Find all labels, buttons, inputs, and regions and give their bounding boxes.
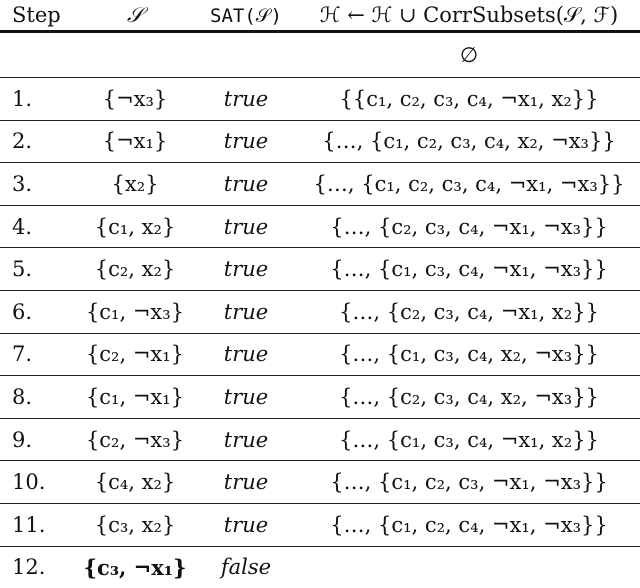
step-cell: 6.: [0, 290, 76, 333]
header-step: Step: [0, 0, 76, 32]
step-cell: 4.: [0, 205, 76, 248]
initial-h-cell: ∅: [298, 32, 640, 78]
set-cell: {c₁, ¬x₁}: [76, 376, 194, 419]
table-row: [0, 78, 640, 121]
table-row: [0, 461, 640, 504]
table-row: [0, 205, 640, 248]
step-cell: 7.: [0, 333, 76, 376]
sat-cell: true: [194, 163, 298, 206]
header-s: 𝒮: [76, 0, 194, 32]
table-row: [0, 248, 640, 291]
step-cell: 2.: [0, 120, 76, 163]
header-h-text: ℋ ← ℋ ∪ CorrSubsets(𝒮, ℱ): [320, 3, 618, 27]
header-sat: [194, 0, 298, 32]
sat-cell: false: [194, 546, 298, 588]
table-body: [0, 32, 640, 588]
sat-cell: true: [194, 461, 298, 504]
sat-cell: true: [194, 333, 298, 376]
step-cell: 8.: [0, 376, 76, 419]
table-row: [0, 290, 640, 333]
set-cell: {c₂, ¬x₃}: [76, 418, 194, 461]
table-row: [0, 503, 640, 546]
hitting-set-cell: {…, {c₂, c₃, c₄, ¬x₁, ¬x₃}}: [298, 205, 640, 248]
table-row: [0, 418, 640, 461]
set-cell: {x₂}: [76, 163, 194, 206]
set-cell: {c₃, ¬x₁}: [76, 546, 194, 588]
hitting-set-cell: {{c₁, c₂, c₃, c₄, ¬x₁, x₂}}: [298, 78, 640, 121]
sat-cell: true: [194, 248, 298, 291]
hitting-set-cell: {…, {c₁, c₂, c₃, ¬x₁, ¬x₃}}: [298, 461, 640, 504]
table-row: [0, 163, 640, 206]
sat-cell: true: [194, 290, 298, 333]
hitting-set-cell: {…, {c₁, c₃, c₄, ¬x₁, ¬x₃}}: [298, 248, 640, 291]
set-cell: {c₄, x₂}: [76, 461, 194, 504]
table-header-row: [0, 0, 640, 32]
step-cell: 9.: [0, 418, 76, 461]
step-cell: 12.: [0, 546, 76, 588]
sat-cell: true: [194, 503, 298, 546]
step-cell: 11.: [0, 503, 76, 546]
set-cell: {c₂, ¬x₁}: [76, 333, 194, 376]
initial-sat-cell: [194, 32, 298, 78]
initial-row: [0, 32, 640, 78]
step-cell: 5.: [0, 248, 76, 291]
set-cell: {¬x₁}: [76, 120, 194, 163]
step-cell: 10.: [0, 461, 76, 504]
set-cell: {c₃, x₂}: [76, 503, 194, 546]
hitting-set-cell: {…, {c₂, c₃, c₄, ¬x₁, x₂}}: [298, 290, 640, 333]
set-cell: {¬x₃}: [76, 78, 194, 121]
table-row: [0, 546, 640, 588]
hitting-set-cell: {…, {c₁, c₂, c₃, c₄, x₂, ¬x₃}}: [298, 120, 640, 163]
set-cell: {c₂, x₂}: [76, 248, 194, 291]
hitting-set-cell: {…, {c₁, c₂, c₃, c₄, ¬x₁, ¬x₃}}: [298, 163, 640, 206]
sat-cell: true: [194, 418, 298, 461]
sat-cell: true: [194, 205, 298, 248]
sat-cell: true: [194, 120, 298, 163]
table-row: [0, 376, 640, 419]
hitting-set-cell: {…, {c₁, c₂, c₄, ¬x₁, ¬x₃}}: [298, 503, 640, 546]
initial-step-cell: [0, 32, 76, 78]
sat-cell: true: [194, 376, 298, 419]
hitting-set-cell: [298, 546, 640, 588]
set-cell: {c₁, x₂}: [76, 205, 194, 248]
table-row: [0, 120, 640, 163]
hitting-set-cell: {…, {c₁, c₃, c₄, ¬x₁, x₂}}: [298, 418, 640, 461]
initial-s-cell: [76, 32, 194, 78]
table-row: [0, 333, 640, 376]
set-cell: {c₁, ¬x₃}: [76, 290, 194, 333]
hitting-set-cell: {…, {c₂, c₃, c₄, x₂, ¬x₃}}: [298, 376, 640, 419]
step-cell: 1.: [0, 78, 76, 121]
header-sat-text: SAT(𝒮): [210, 5, 282, 27]
header-h: [298, 0, 640, 32]
hitting-set-cell: {…, {c₁, c₃, c₄, x₂, ¬x₃}}: [298, 333, 640, 376]
step-cell: 3.: [0, 163, 76, 206]
sat-cell: true: [194, 78, 298, 121]
